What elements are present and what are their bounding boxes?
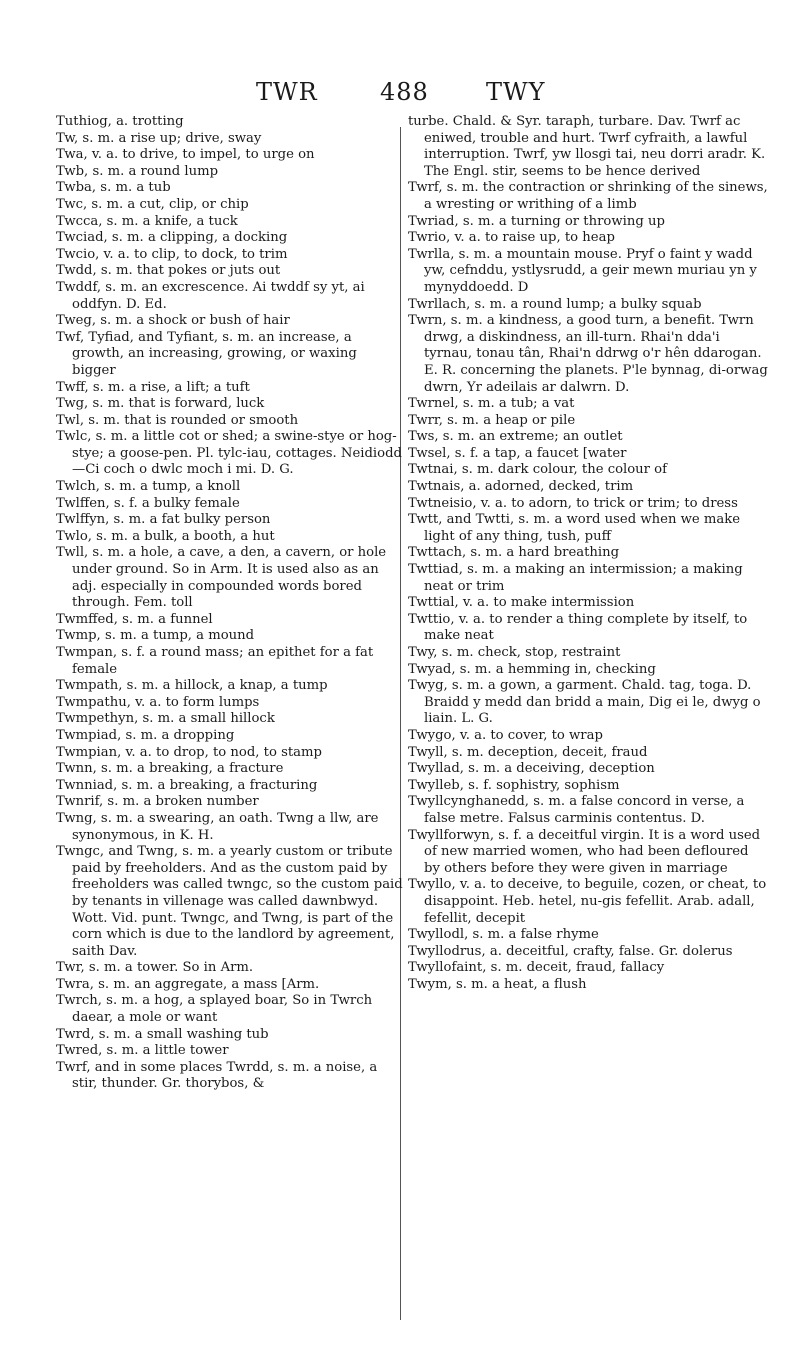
dictionary-entry: Twyllo, v. a. to deceive, to beguile, cozen, or cheat, to disappoint. Heb. hetel, nu-gis fefellit. Arab. adall, fefellit, decepit — [408, 877, 767, 926]
dictionary-entry: Twyll, s. m. deception, deceit, fraud — [408, 744, 648, 760]
left-guide-word: TWR — [256, 78, 318, 106]
dictionary-entry: Twlffyn, s. m. a fat bulky person — [56, 512, 271, 528]
dictionary-entry: Twsel, s. f. a tap, a faucet [water — [408, 445, 627, 461]
page-number: 488 — [380, 78, 429, 106]
dictionary-entry: Twtnai, s. m. dark colour, the colour of — [408, 462, 667, 478]
dictionary-entry: Twyllofaint, s. m. deceit, fraud, fallacy — [408, 960, 665, 976]
dictionary-entry: Twmpethyn, s. m. a small hillock — [56, 711, 275, 727]
dictionary-entry: Twl, s. m. that is rounded or smooth — [56, 412, 299, 428]
dictionary-entry: Twyad, s. m. a hemming in, checking — [408, 661, 656, 677]
dictionary-entry: Tw, s. m. a rise up; drive, sway — [56, 130, 262, 146]
dictionary-entry: Twttio, v. a. to render a thing complete by itself, to make neat — [408, 611, 748, 644]
dictionary-entry: Twciad, s. m. a clipping, a docking — [56, 230, 288, 246]
dictionary-entry: Twg, s. m. that is forward, luck — [56, 396, 265, 412]
dictionary-entry: Twmpiad, s. m. a dropping — [56, 727, 235, 743]
dictionary-entry: Twttiad, s. m. a making an intermission; a making neat or trim — [408, 562, 743, 594]
dictionary-entry: Twygo, v. a. to cover, to wrap — [408, 727, 603, 743]
page-header — [0, 78, 800, 112]
dictionary-entry: Twba, s. m. a tub — [56, 180, 171, 196]
dictionary-entry: Twylleb, s. f. sophistry, sophism — [408, 777, 620, 793]
dictionary-entry: Twa, v. a. to drive, to impel, to urge on — [56, 147, 315, 163]
dictionary-entry: Twddf, s. m. an excrescence. Ai twddf sy yt, ai oddfyn. D. Ed. — [56, 279, 365, 312]
dictionary-entry: Twlc, s. m. a little cot or shed; a swine-stye or hog-stye; a goose-pen. Pl. tylc-iau, cottages. Neidiodd—Ci coch o dwlc moch i mi. D. G. — [56, 429, 402, 478]
dictionary-entry: Twff, s. m. a rise, a lift; a tuft — [56, 379, 250, 395]
dictionary-entry: Twrn, s. m. a kindness, a good turn, a benefit. Twrn drwg, a diskindness, an ill-turn. Rhai'n dda'i tyrnau, tonau tân, Rhai'n ddrwg o'r hên ddarogan. E. R. concerning the planets. P'le bynnag, di-orwag dwrn, Yr adeilais ar dalwrn. D. — [408, 313, 768, 395]
dictionary-entry: Twmpathu, v. a. to form lumps — [56, 694, 260, 710]
dictionary-entry: Twngc, and Twng, s. m. a yearly custom or tribute paid by freeholders. And as the custom paid by freeholders was called twngc, so the custom paid by tenants in villenage was called dawnbwyd. Wott. Vid. punt. Twngc, and Twng, is part of the corn which is due to the landlord by agreement, saith Dav. — [56, 844, 403, 959]
dictionary-entry: Twf, Tyfiad, and Tyfiant, s. m. an increase, a growth, an increasing, growing, or waxing bigger — [56, 329, 357, 378]
dictionary-entry: Twrllach, s. m. a round lump; a bulky squab — [408, 296, 702, 312]
dictionary-entry: Twtt, and Twtti, s. m. a word used when we make light of any thing, tush, puff — [408, 512, 741, 544]
dictionary-entry: Twrf, s. m. the contraction or shrinking of the sinews, a wresting or writhing of a limb — [408, 180, 768, 212]
right-column — [408, 114, 768, 993]
dictionary-entry: Twra, s. m. an aggregate, a mass [Arm. — [56, 976, 320, 992]
dictionary-entry: Twttial, v. a. to make intermission — [408, 595, 635, 611]
dictionary-entry: turbe. Chald. & Syr. taraph, turbare. Dav. Twrf ac eniwed, trouble and hurt. Twrf cyfraith, a lawful interruption. Twrf, yw llosgi tai, neu dorri aradr. K. The Engl. stir, seems to be hence derived — [408, 114, 766, 179]
dictionary-entry: Tws, s. m. an extreme; an outlet — [408, 429, 623, 445]
dictionary-entry: Twyllodl, s. m. a false rhyme — [408, 927, 599, 943]
dictionary-entry: Twr, s. m. a tower. So in Arm. — [56, 960, 254, 976]
left-column — [56, 114, 404, 1093]
dictionary-entry: Twc, s. m. a cut, clip, or chip — [56, 196, 249, 212]
dictionary-entry: Twyllforwyn, s. f. a deceitful virgin. It is a word used of new married women, who had been defloured by others before they were given in marriage — [408, 827, 761, 876]
dictionary-entry: Twrr, s. m. a heap or pile — [408, 412, 576, 428]
dictionary-entry: Twmp, s. m. a tump, a mound — [56, 628, 255, 644]
dictionary-entry: Twng, s. m. a swearing, an oath. Twng a llw, are synonymous, in K. H. — [56, 810, 379, 843]
dictionary-entry: Twrf, and in some places Twrdd, s. m. a noise, a stir, thunder. Gr. thorybos, & — [56, 1059, 378, 1092]
dictionary-entry: Twriad, s. m. a turning or throwing up — [408, 213, 665, 229]
dictionary-entry: Twcca, s. m. a knife, a tuck — [56, 213, 238, 229]
dictionary-entry: Twmpan, s. f. a round mass; an epithet for a fat female — [56, 645, 374, 677]
dictionary-entry: Twyllcynghanedd, s. m. a false concord in verse, a false metre. Falsus carminis contentus. D. — [408, 794, 745, 826]
dictionary-entry: Twym, s. m. a heat, a flush — [408, 976, 587, 992]
dictionary-entry: Tweg, s. m. a shock or bush of hair — [56, 313, 290, 329]
dictionary-entry: Twcio, v. a. to clip, to dock, to trim — [56, 246, 288, 262]
dictionary-entry: Twnrif, s. m. a broken number — [56, 794, 259, 810]
dictionary-entry: Twtneisio, v. a. to adorn, to trick or trim; to dress — [408, 495, 738, 511]
dictionary-entry: Twlch, s. m. a tump, a knoll — [56, 479, 241, 495]
right-guide-word: TWY — [486, 78, 546, 106]
dictionary-entry: Tuthiog, a. trotting — [56, 114, 184, 129]
dictionary-entry: Twmpian, v. a. to drop, to nod, to stamp — [56, 744, 322, 760]
dictionary-entry: Twy, s. m. check, stop, restraint — [408, 645, 621, 660]
dictionary-entry: Twttach, s. m. a hard breathing — [408, 545, 620, 561]
dictionary-entry: Twred, s. m. a little tower — [56, 1043, 229, 1059]
dictionary-entry: Twyllad, s. m. a deceiving, deception — [408, 761, 655, 777]
dictionary-entry: Twrio, v. a. to raise up, to heap — [408, 230, 615, 246]
dictionary-entry: Twmpath, s. m. a hillock, a knap, a tump — [56, 678, 328, 694]
dictionary-entry: Twrlla, s. m. a mountain mouse. Pryf o faint y wadd yw, cefnddu, ystlysrudd, a geir mewn muriau yn y mynyddoedd. D — [408, 246, 757, 295]
dictionary-entry: Twmffed, s. m. a funnel — [56, 611, 213, 627]
dictionary-entry: Twrd, s. m. a small washing tub — [56, 1026, 269, 1042]
dictionary-entry: Twdd, s. m. that pokes or juts out — [56, 263, 281, 279]
dictionary-entry: Twb, s. m. a round lump — [56, 163, 219, 179]
dictionary-entry: Twyg, s. m. a gown, a garment. Chald. tag, toga. D. Braidd y medd dan bridd a main, Dig ei le, dwyg o liain. L. G. — [408, 678, 761, 727]
dictionary-entry: Twrnel, s. m. a tub; a vat — [408, 396, 575, 412]
dictionary-entry: Twlffen, s. f. a bulky female — [56, 495, 240, 511]
dictionary-entry: Twrch, s. m. a hog, a splayed boar, So in Twrch daear, a mole or want — [56, 993, 373, 1026]
dictionary-entry: Twnn, s. m. a breaking, a fracture — [56, 761, 284, 777]
dictionary-entry: Twlo, s. m. a bulk, a booth, a hut — [56, 528, 275, 544]
dictionary-entry: Twtnais, a. adorned, decked, trim — [408, 479, 634, 495]
dictionary-entry: Twnniad, s. m. a breaking, a fracturing — [56, 777, 318, 793]
dictionary-entry: Twll, s. m. a hole, a cave, a den, a cavern, or hole under ground. So in Arm. It is used also as an adj. especially in compounded words bored through. Fem. toll — [56, 545, 387, 611]
dictionary-entry: Twyllodrus, a. deceitful, crafty, false. Gr. dolerus — [408, 943, 733, 959]
